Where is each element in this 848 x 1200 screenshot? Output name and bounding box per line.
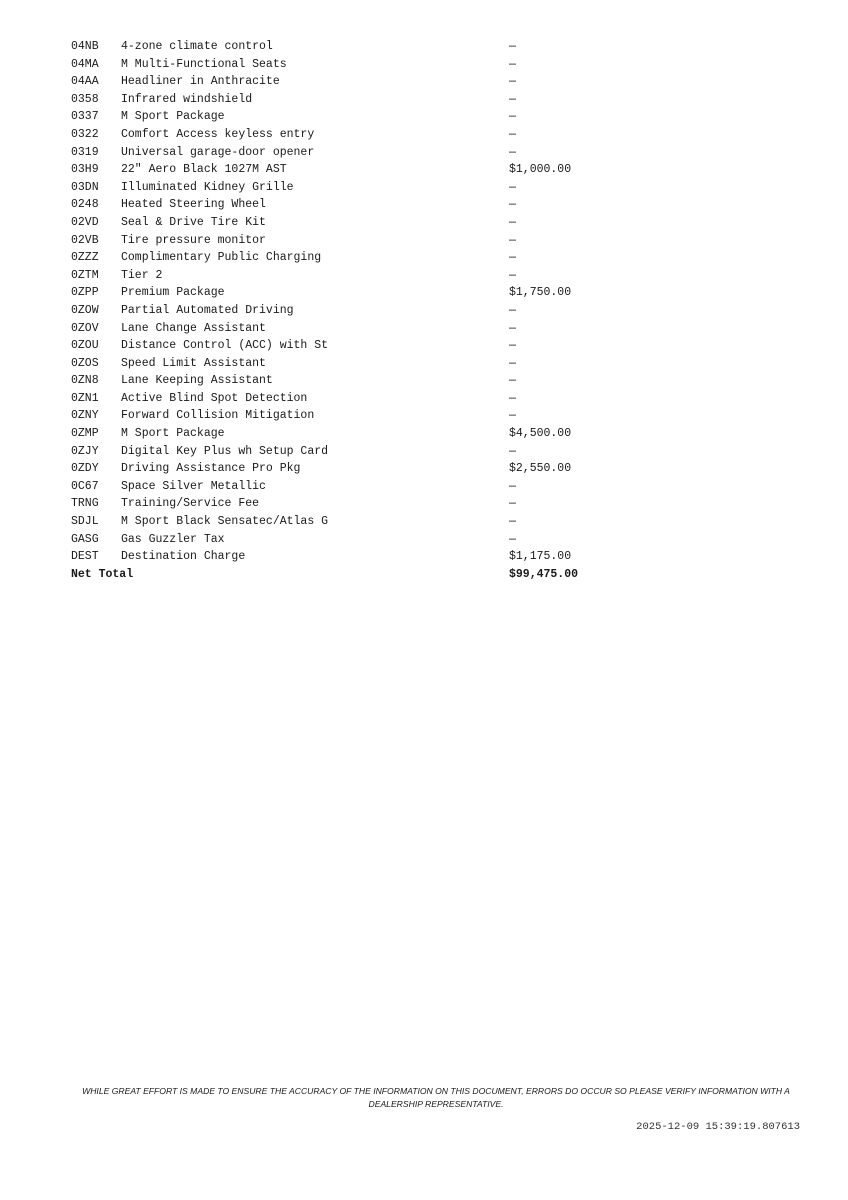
option-code: 0ZJY: [71, 444, 99, 458]
option-price: —: [509, 444, 516, 458]
option-code: SDJL: [71, 515, 99, 529]
option-price: —: [509, 180, 516, 194]
option-price: —: [509, 479, 516, 493]
option-code: 0ZTM: [71, 268, 99, 282]
option-description: Premium Package: [121, 286, 225, 300]
option-description: Heated Steering Wheel: [121, 198, 266, 212]
option-description: Tire pressure monitor: [121, 233, 266, 247]
option-description: Headliner in Anthracite: [121, 75, 280, 89]
option-price: $1,750.00: [509, 286, 572, 300]
option-price: —: [509, 391, 516, 405]
option-description: Tier 2: [121, 268, 163, 282]
option-price: —: [509, 303, 516, 317]
option-description: Seal & Drive Tire Kit: [121, 215, 266, 229]
option-price: —: [509, 92, 516, 106]
option-price: —: [509, 198, 516, 212]
option-code: 0ZOS: [71, 356, 99, 370]
net-total-label: Net Total: [71, 567, 134, 581]
option-description: Digital Key Plus wh Setup Card: [121, 444, 329, 458]
option-description: Space Silver Metallic: [121, 479, 266, 493]
print-timestamp: 2025-12-09 15:39:19.807613: [636, 1121, 800, 1133]
option-code: 0248: [71, 198, 99, 212]
option-price: $1,000.00: [509, 163, 572, 177]
option-description: Active Blind Spot Detection: [121, 391, 308, 405]
option-price: —: [509, 339, 516, 353]
option-price: $2,550.00: [509, 462, 572, 476]
option-price: —: [509, 40, 516, 53]
option-price: —: [509, 497, 516, 511]
option-code: 0ZOU: [71, 339, 99, 353]
option-price: —: [509, 75, 516, 89]
option-description: Partial Automated Driving: [121, 303, 294, 317]
option-code: 0ZDY: [71, 462, 99, 476]
option-description: Universal garage-door opener: [121, 145, 315, 159]
option-price: $4,500.00: [509, 427, 572, 441]
option-code: 0ZZZ: [71, 251, 99, 265]
option-description: Comfort Access keyless entry: [121, 127, 315, 141]
option-description: M Sport Black Sensatec/Atlas G: [121, 515, 329, 529]
option-code: 0ZOW: [71, 303, 99, 317]
option-code: 0319: [71, 145, 99, 159]
option-description: Training/Service Fee: [121, 497, 260, 511]
option-code: 04NB: [71, 40, 99, 53]
option-price: $1,175.00: [509, 550, 572, 564]
option-code: 04AA: [71, 75, 99, 89]
option-price: —: [509, 374, 516, 388]
option-price: —: [509, 233, 516, 247]
option-price: —: [509, 215, 516, 229]
option-description: Forward Collision Mitigation: [121, 409, 315, 423]
option-code: 04MA: [71, 57, 99, 71]
option-description: 22" Aero Black 1027M AST: [121, 163, 287, 177]
option-description: Lane Keeping Assistant: [121, 374, 273, 388]
disclaimer-text: WHILE GREAT EFFORT IS MADE TO ENSURE THE ACCURACY OF THE INFORMATION ON THIS DOCUMENT, ERRORS DO OCCUR SO PLEASE VERIFY INFORMATION WITH A DEALERSHIP REPRESENTATIVE.: [82, 1086, 790, 1109]
option-description: M Sport Package: [121, 427, 225, 441]
option-price: —: [509, 57, 516, 71]
option-code: TRNG: [71, 497, 99, 511]
option-description: Infrared windshield: [121, 92, 253, 106]
option-code: 0358: [71, 92, 99, 106]
option-code: 0C67: [71, 479, 99, 493]
option-price: —: [509, 145, 516, 159]
option-description: Driving Assistance Pro Pkg: [121, 462, 301, 476]
option-price: —: [509, 251, 516, 265]
option-description: Lane Change Assistant: [121, 321, 266, 335]
option-code: 02VB: [71, 233, 99, 247]
option-code: DEST: [71, 550, 99, 564]
option-description: Speed Limit Assistant: [121, 356, 266, 370]
option-price: —: [509, 110, 516, 124]
option-code: 0ZOV: [71, 321, 99, 335]
option-code: 03DN: [71, 180, 99, 194]
option-price: —: [509, 515, 516, 529]
option-description: Complimentary Public Charging: [121, 251, 322, 265]
option-code: 0ZPP: [71, 286, 99, 300]
option-code: 0ZMP: [71, 427, 99, 441]
option-description: M Multi-Functional Seats: [121, 57, 287, 71]
option-code: 02VD: [71, 215, 99, 229]
option-code: 0ZNY: [71, 409, 99, 423]
option-description: Distance Control (ACC) with St: [121, 339, 329, 353]
option-description: M Sport Package: [121, 110, 225, 124]
option-price: —: [509, 127, 516, 141]
option-price: —: [509, 356, 516, 370]
net-total-value: $99,475.00: [509, 567, 579, 581]
option-code: 0337: [71, 110, 99, 124]
option-price: —: [509, 268, 516, 282]
option-price: —: [509, 409, 516, 423]
option-description: Gas Guzzler Tax: [121, 532, 225, 546]
option-code: 0ZN8: [71, 374, 99, 388]
option-code: 0ZN1: [71, 391, 99, 405]
option-price: —: [509, 532, 516, 546]
option-description: 4-zone climate control: [121, 40, 273, 53]
option-code: GASG: [71, 532, 99, 546]
option-description: Destination Charge: [121, 550, 246, 564]
option-price: —: [509, 321, 516, 335]
option-description: Illuminated Kidney Grille: [121, 180, 294, 194]
option-code: 03H9: [71, 163, 99, 177]
option-code: 0322: [71, 127, 99, 141]
